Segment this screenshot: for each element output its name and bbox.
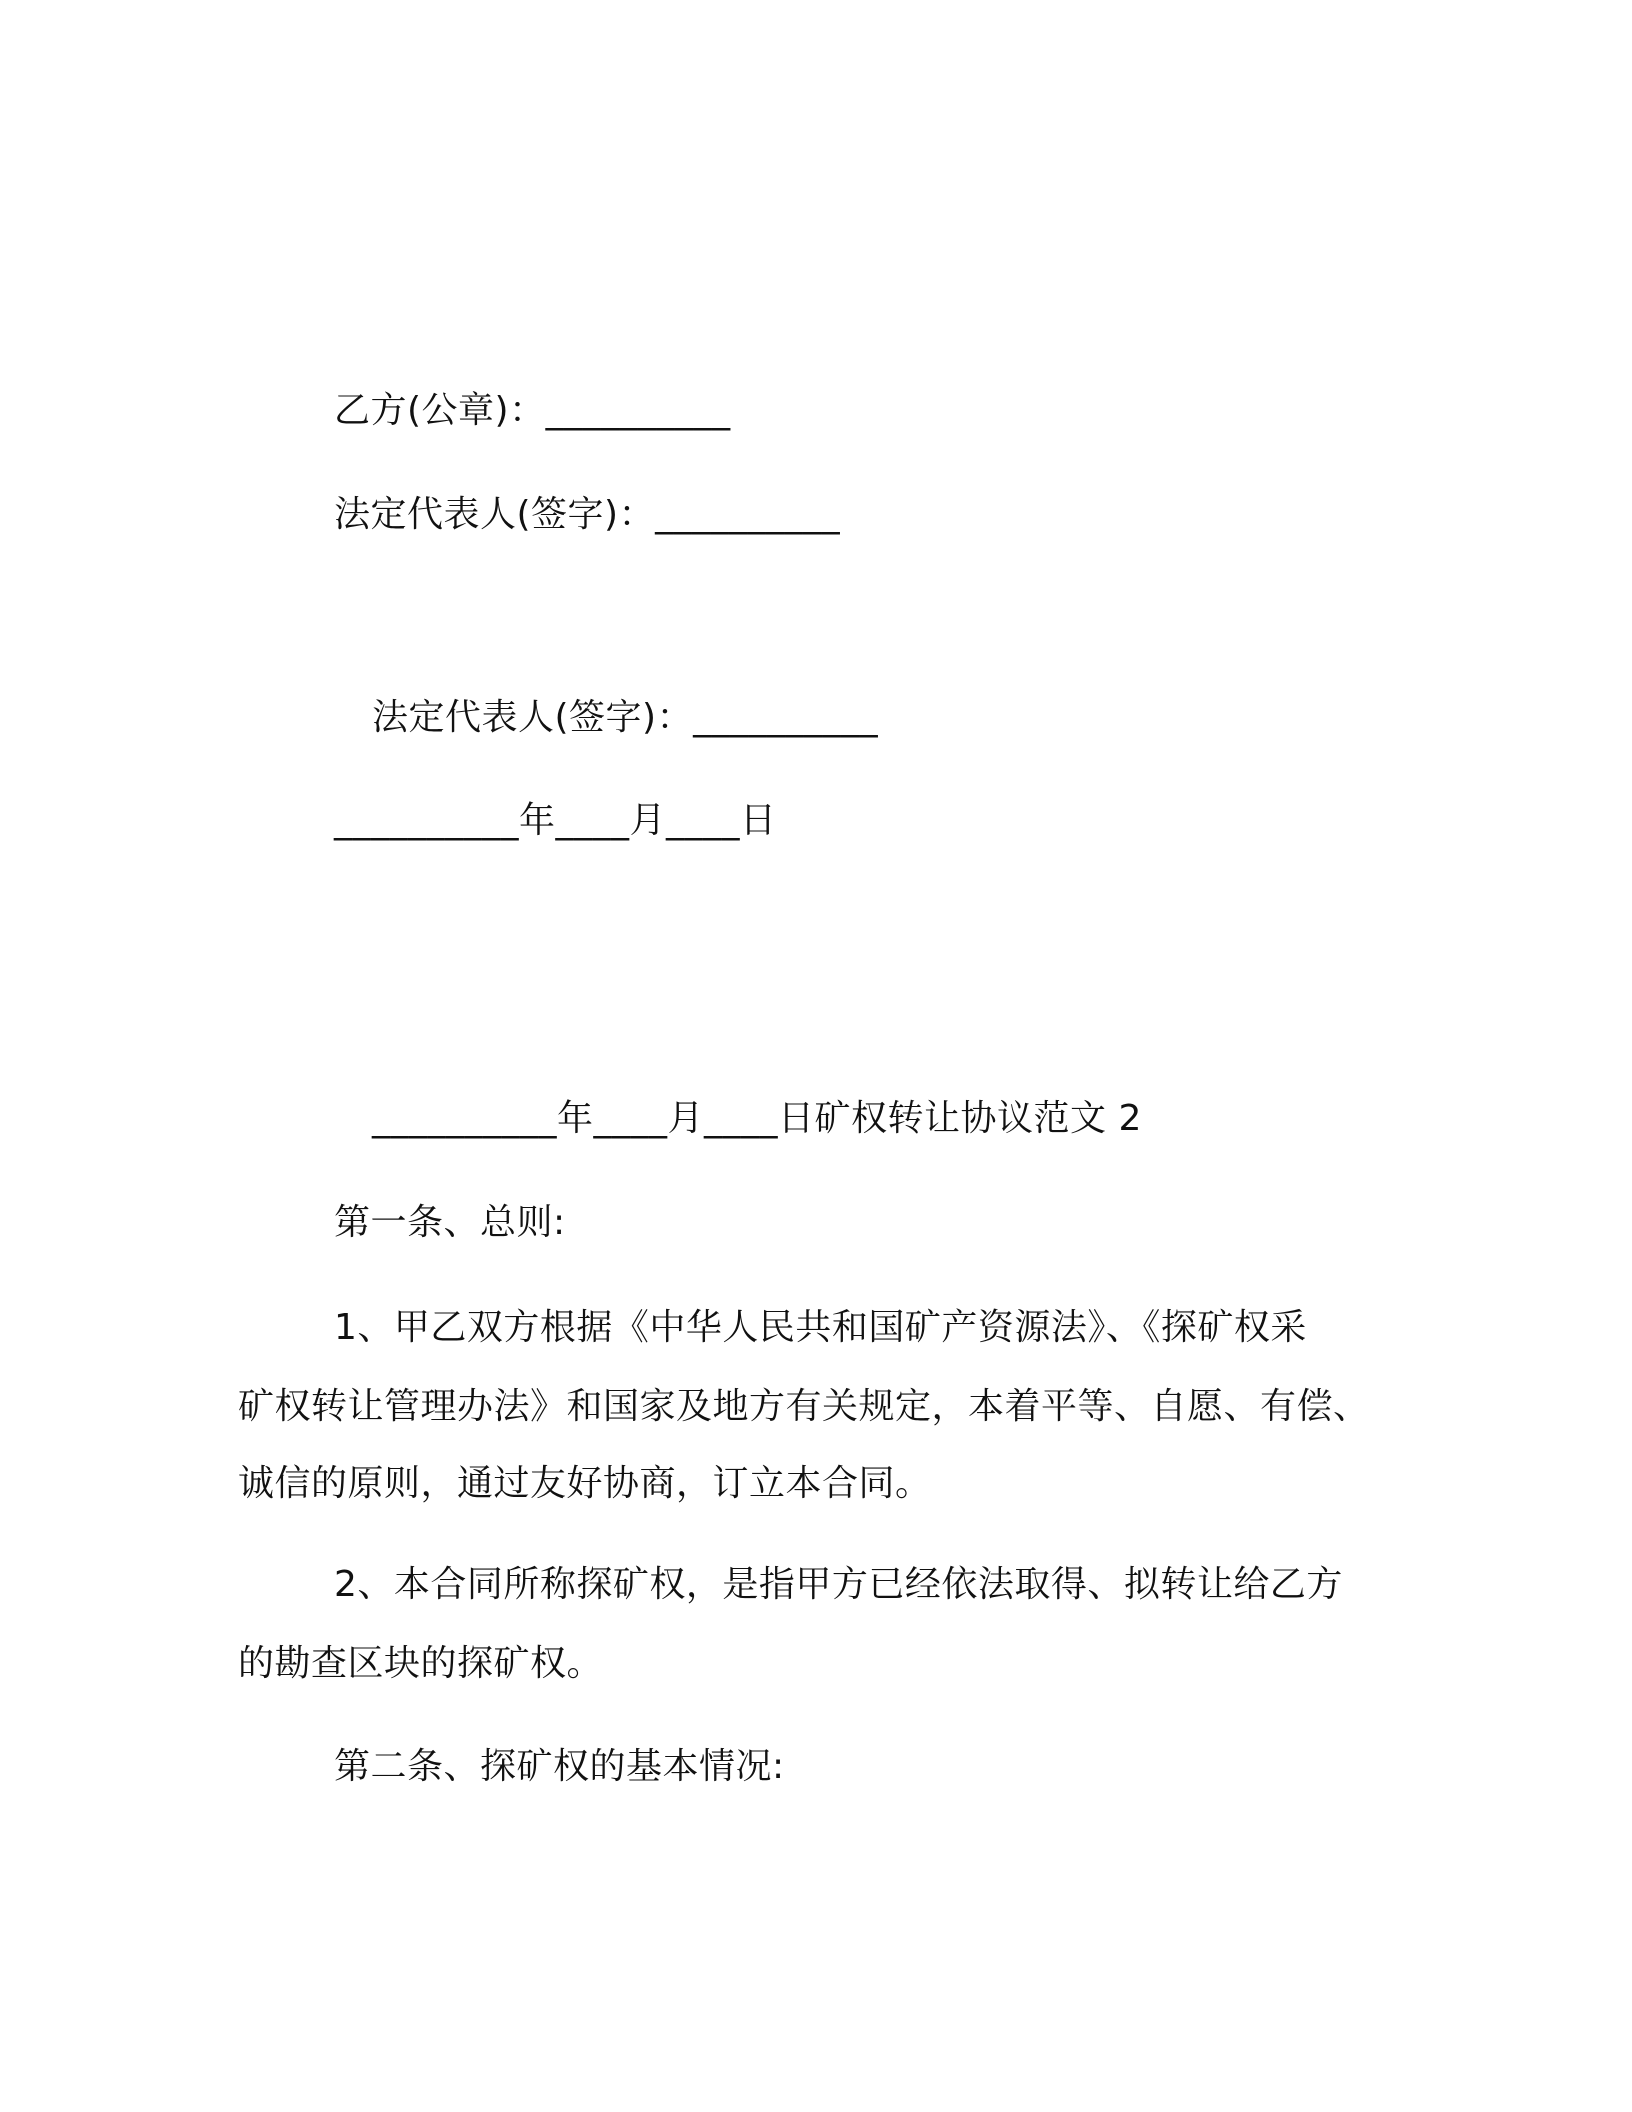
clause-1-line-2: 矿权转让管理办法》和国家及地方有关规定，本着平等、自愿、有偿、 [238, 1386, 1370, 1427]
agreement-title-line: __________年____月____日矿权转让协议范文 2 [372, 1098, 1142, 1139]
legal-representative-signature-line-2: 法定代表人(签字)：__________ [372, 697, 879, 738]
article-2-heading: 第二条、探矿权的基本情况: [334, 1746, 785, 1787]
clause-1-line-1: 1、甲乙双方根据《中华人民共和国矿产资源法》、《探矿权采 [334, 1307, 1307, 1348]
legal-representative-signature-line: 法定代表人(签字)：__________ [334, 494, 841, 535]
clause-2-line-1: 2、本合同所称探矿权，是指甲方已经依法取得、拟转让给乙方 [334, 1564, 1343, 1605]
clause-1-line-3: 诚信的原则，通过友好协商，订立本合同。 [238, 1463, 932, 1504]
party-b-seal-line: 乙方(公章)：__________ [334, 390, 731, 431]
article-1-heading: 第一条、总则: [334, 1202, 566, 1243]
signing-date-line: __________年____月____日 [334, 800, 777, 841]
clause-2-line-2: 的勘查区块的探矿权。 [238, 1643, 604, 1684]
